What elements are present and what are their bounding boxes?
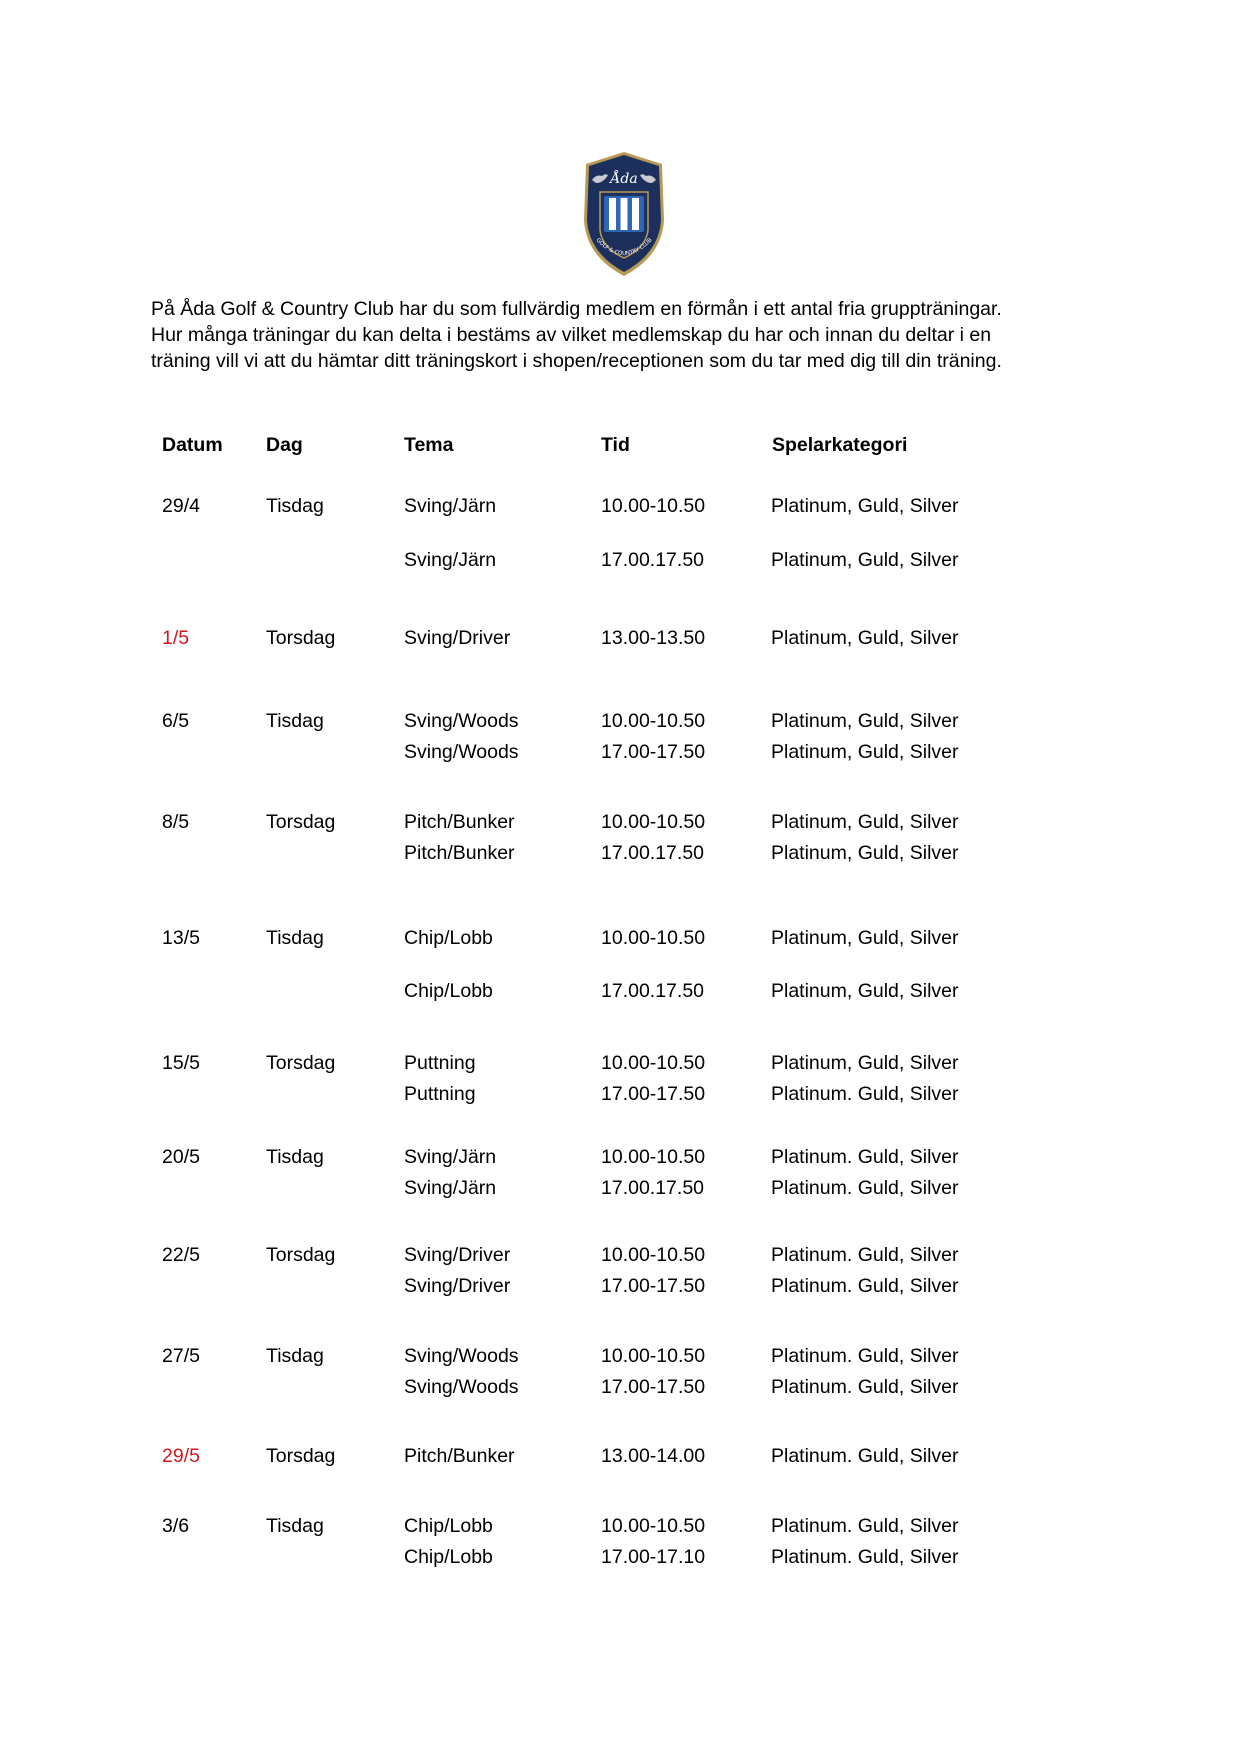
cell-tid: 17.00-17.50 <box>601 1275 706 1297</box>
cell-spelarkategori: Platinum. Guld, Silver <box>771 1376 959 1398</box>
cell-dag: Torsdag <box>266 1445 336 1467</box>
cell-tid: 13.00-13.50 <box>601 627 706 649</box>
cell-tema: Sving/Driver <box>404 1244 511 1266</box>
cell-spelarkategori: Platinum. Guld, Silver <box>771 1177 959 1199</box>
cell-datum: 8/5 <box>162 811 190 833</box>
cell-datum: 27/5 <box>162 1345 200 1367</box>
cell-tema: Sving/Driver <box>404 1275 511 1297</box>
cell-spelarkategori: Platinum, Guld, Silver <box>771 741 959 763</box>
cell-spelarkategori: Platinum, Guld, Silver <box>771 710 959 732</box>
intro-paragraph <box>151 296 1111 374</box>
cell-tid: 17.00.17.50 <box>601 842 705 864</box>
cell-tema: Pitch/Bunker <box>404 842 515 864</box>
cell-tid: 17.00.17.50 <box>601 1177 705 1199</box>
cell-tema: Sving/Järn <box>404 1177 497 1199</box>
cell-datum: 29/4 <box>162 495 200 517</box>
cell-datum: 20/5 <box>162 1146 200 1168</box>
header-tid: Tid <box>601 434 630 456</box>
cell-spelarkategori: Platinum, Guld, Silver <box>771 811 959 833</box>
cell-tid: 17.00-17.50 <box>601 1083 706 1105</box>
cell-datum: 6/5 <box>162 710 190 732</box>
cell-spelarkategori: Platinum. Guld, Silver <box>771 1515 959 1537</box>
header-datum: Datum <box>162 434 223 456</box>
cell-tema: Pitch/Bunker <box>404 1445 515 1467</box>
crest-stripe <box>632 198 639 230</box>
cell-tema: Puttning <box>404 1083 476 1105</box>
cell-tid: 10.00-10.50 <box>601 1146 706 1168</box>
cell-tema: Chip/Lobb <box>404 927 493 949</box>
cell-tema: Sving/Woods <box>404 1376 519 1398</box>
cell-dag: Torsdag <box>266 1052 336 1074</box>
cell-datum: 22/5 <box>162 1244 200 1266</box>
cell-spelarkategori: Platinum. Guld, Silver <box>771 1445 959 1467</box>
cell-datum: 3/6 <box>162 1515 190 1537</box>
cell-spelarkategori: Platinum, Guld, Silver <box>771 927 959 949</box>
cell-spelarkategori: Platinum, Guld, Silver <box>771 495 959 517</box>
cell-spelarkategori: Platinum. Guld, Silver <box>771 1083 959 1105</box>
cell-spelarkategori: Platinum, Guld, Silver <box>771 549 959 571</box>
cell-tema: Chip/Lobb <box>404 1515 493 1537</box>
cell-tema: Sving/Järn <box>404 495 497 517</box>
cell-dag: Torsdag <box>266 811 336 833</box>
cell-spelarkategori: Platinum, Guld, Silver <box>771 842 959 864</box>
cell-datum: 13/5 <box>162 927 200 949</box>
cell-dag: Tisdag <box>266 1345 324 1367</box>
cell-tema: Puttning <box>404 1052 476 1074</box>
cell-tid: 10.00-10.50 <box>601 811 706 833</box>
cell-tema: Sving/Woods <box>404 1345 519 1367</box>
crest-ring-text: GOLF & COUNTRY CLUB <box>594 237 654 258</box>
club-crest-logo <box>578 150 670 280</box>
header-dag: Dag <box>266 434 303 456</box>
cell-tid: 10.00-10.50 <box>601 710 706 732</box>
cell-datum: 29/5 <box>162 1445 200 1467</box>
cell-tema: Sving/Järn <box>404 549 497 571</box>
cell-spelarkategori: Platinum, Guld, Silver <box>771 1052 959 1074</box>
cell-spelarkategori: Platinum, Guld, Silver <box>771 980 959 1002</box>
cell-tid: 10.00-10.50 <box>601 1345 706 1367</box>
cell-tid: 10.00-10.50 <box>601 1052 706 1074</box>
cell-dag: Tisdag <box>266 710 324 732</box>
header-tema: Tema <box>404 434 454 456</box>
cell-dag: Torsdag <box>266 627 336 649</box>
cell-tid: 17.00-17.10 <box>601 1546 706 1568</box>
cell-spelarkategori: Platinum. Guld, Silver <box>771 1546 959 1568</box>
crest-stripe <box>609 198 616 230</box>
cell-spelarkategori: Platinum. Guld, Silver <box>771 1244 959 1266</box>
cell-tid: 10.00-10.50 <box>601 495 706 517</box>
header-spelarkategori: Spelarkategori <box>772 434 908 456</box>
cell-spelarkategori: Platinum. Guld, Silver <box>771 1146 959 1168</box>
cell-spelarkategori: Platinum, Guld, Silver <box>771 627 959 649</box>
cell-datum: 15/5 <box>162 1052 200 1074</box>
cell-dag: Tisdag <box>266 495 324 517</box>
cell-tid: 13.00-14.00 <box>601 1445 706 1467</box>
cell-dag: Torsdag <box>266 1244 336 1266</box>
cell-tema: Chip/Lobb <box>404 1546 493 1568</box>
cell-tema: Sving/Driver <box>404 627 511 649</box>
cell-datum: 1/5 <box>162 627 190 649</box>
cell-tid: 10.00-10.50 <box>601 1244 706 1266</box>
cell-tid: 10.00-10.50 <box>601 927 706 949</box>
cell-tema: Sving/Woods <box>404 741 519 763</box>
cell-tema: Sving/Järn <box>404 1146 497 1168</box>
intro-line: Hur många träningar du kan delta i bestäms av vilket medlemskap du har och innan du deltar i en <box>151 324 992 346</box>
cell-tid: 10.00-10.50 <box>601 1515 706 1537</box>
intro-line: På Åda Golf & Country Club har du som fullvärdig medlem en förmån i ett antal fria gruppträningar. <box>151 298 1002 320</box>
cell-spelarkategori: Platinum. Guld, Silver <box>771 1275 959 1297</box>
cell-dag: Tisdag <box>266 927 324 949</box>
cell-dag: Tisdag <box>266 1146 324 1168</box>
cell-tid: 17.00-17.50 <box>601 741 706 763</box>
cell-spelarkategori: Platinum. Guld, Silver <box>771 1345 959 1367</box>
crest-script-name: Åda <box>610 171 638 187</box>
cell-tema: Pitch/Bunker <box>404 811 515 833</box>
cell-dag: Tisdag <box>266 1515 324 1537</box>
crest-stripe <box>621 198 628 230</box>
cell-tema: Chip/Lobb <box>404 980 493 1002</box>
intro-line: träning vill vi att du hämtar ditt träningskort i shopen/receptionen som du tar med dig till din träning. <box>151 350 1002 372</box>
cell-tema: Sving/Woods <box>404 710 519 732</box>
cell-tid: 17.00.17.50 <box>601 980 705 1002</box>
cell-tid: 17.00-17.50 <box>601 1376 706 1398</box>
cell-tid: 17.00.17.50 <box>601 549 705 571</box>
